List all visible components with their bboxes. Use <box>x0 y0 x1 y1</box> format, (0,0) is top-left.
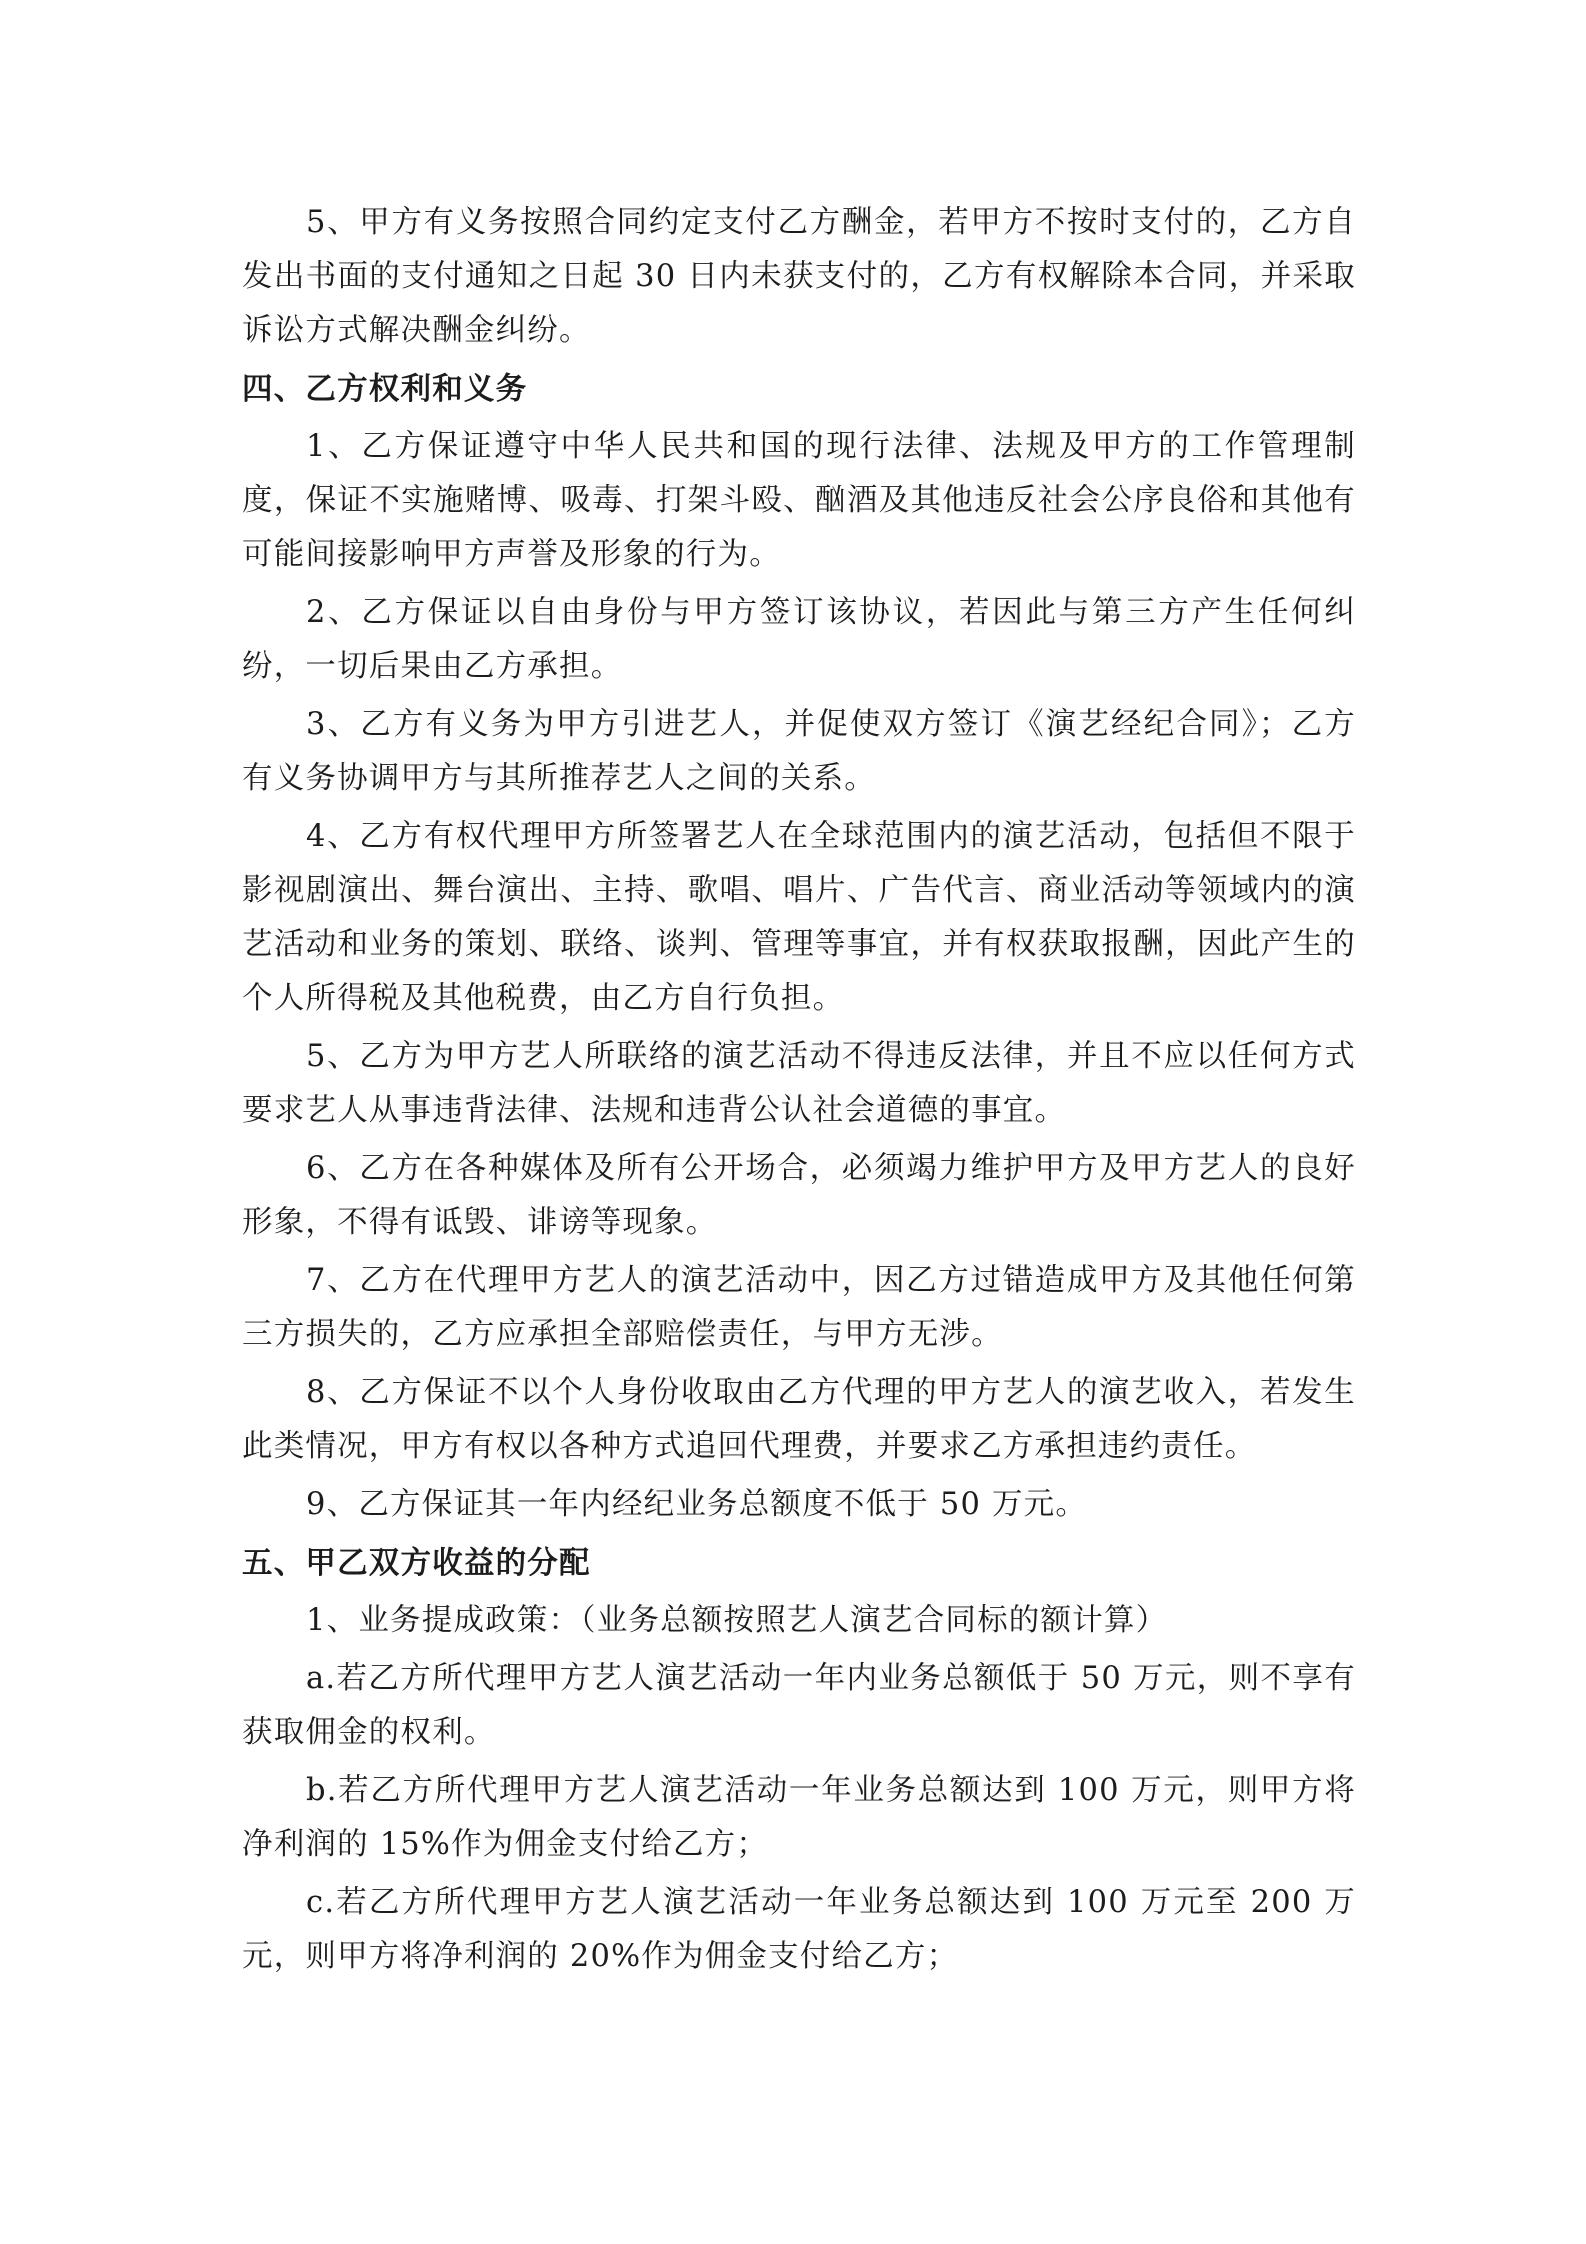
clause-5-1-b: b.若乙方所代理甲方艺人演艺活动一年业务总额达到 100 万元，则甲方将净利润的 15%作为佣金支付给乙方； <box>242 1773 1356 1862</box>
clause-4-6: 6、乙方在各种媒体及所有公开场合，必须竭力维护甲方及甲方艺人的良好形象，不得有诋毁、诽谤等现象。 <box>242 1151 1356 1240</box>
clause-4-3: 3、乙方有义务为甲方引进艺人，并促使双方签订《演艺经纪合同》；乙方有义务协调甲方与其所推荐艺人之间的关系。 <box>242 707 1356 796</box>
clause-4-7: 7、乙方在代理甲方艺人的演艺活动中，因乙方过错造成甲方及其他任何第三方损失的，乙方应承担全部赔偿责任，与甲方无涉。 <box>242 1263 1356 1352</box>
clause-3-5: 5、甲方有义务按照合同约定支付乙方酬金，若甲方不按时支付的，乙方自发出书面的支付通知之日起 30 日内未获支付的，乙方有权解除本合同，并采取诉讼方式解决酬金纠纷。 <box>242 205 1356 348</box>
clause-5-1: 1、业务提成政策：（业务总额按照艺人演艺合同标的额计算） <box>306 1603 1168 1638</box>
clause-5-1-c: c.若乙方所代理甲方艺人演艺活动一年业务总额达到 100 万元至 200 万元，则甲方将净利润的 20%作为佣金支付给乙方； <box>242 1885 1356 1974</box>
clause-4-2: 2、乙方保证以自由身份与甲方签订该协议，若因此与第三方产生任何纠纷，一切后果由乙方承担。 <box>242 595 1356 684</box>
section-heading-5: 五、甲乙双方收益的分配 <box>242 1545 591 1581</box>
document-body <box>242 196 1356 1988</box>
clause-4-5: 5、乙方为甲方艺人所联络的演艺活动不得违反法律，并且不应以任何方式要求艺人从事违背法律、法规和违背公认社会道德的事宜。 <box>242 1039 1356 1128</box>
clause-4-4: 4、乙方有权代理甲方所签署艺人在全球范围内的演艺活动，包括但不限于影视剧演出、舞台演出、主持、歌唱、唱片、广告代言、商业活动等领域内的演艺活动和业务的策划、联络、谈判、管理等事宜，并有权获取报酬，因此产生的个人所得税及其他税费，由乙方自行负担。 <box>242 819 1356 1016</box>
clause-5-1-a: a.若乙方所代理甲方艺人演艺活动一年内业务总额低于 50 万元，则不享有获取佣金的权利。 <box>242 1661 1356 1750</box>
clause-4-8: 8、乙方保证不以个人身份收取由乙方代理的甲方艺人的演艺收入，若发生此类情况，甲方有权以各种方式追回代理费，并要求乙方承担违约责任。 <box>242 1375 1356 1464</box>
section-heading-4: 四、乙方权利和义务 <box>242 371 528 407</box>
clause-4-9: 9、乙方保证其一年内经纪业务总额度不低于 50 万元。 <box>306 1487 1088 1522</box>
clause-4-1: 1、乙方保证遵守中华人民共和国的现行法律、法规及甲方的工作管理制度，保证不实施赌博、吸毒、打架斗殴、酗酒及其他违反社会公序良俗和其他有可能间接影响甲方声誉及形象的行为。 <box>242 429 1356 572</box>
